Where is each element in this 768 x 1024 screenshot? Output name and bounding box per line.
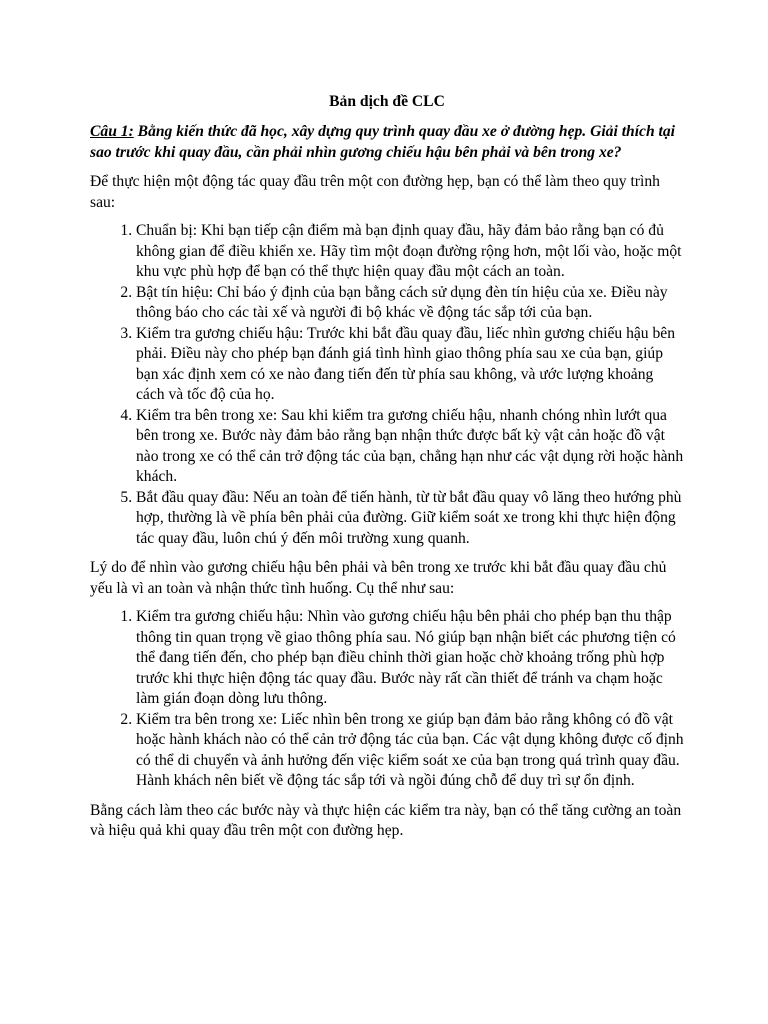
document-title: Bản dịch đề CLC: [329, 93, 445, 110]
question-heading: [90, 122, 684, 163]
question-text: Bằng kiến thức đã học, xây dựng quy trình quay đầu xe ở đường hẹp. Giải thích tại sao trước khi quay đầu, cần phải nhìn gương chiếu hậu bên phải và bên trong xe?: [90, 123, 675, 161]
list-item: 2. Kiểm tra bên trong xe: Liếc nhìn bên trong xe giúp bạn đảm bảo rằng không có đồ vật hoặc hành khách nào có thể cản trở động tác của bạn. Các vật dụng không được cố định có thể di chuyển và ảnh hưởng đến việc kiểm soát xe của bạn trong quá trình quay đầu. Hành khách nên biết về động tác sắp tới và ngồi đúng chỗ để duy trì sự ổn định.: [136, 710, 684, 792]
list-item: 1. Chuẩn bị: Khi bạn tiếp cận điểm mà bạn định quay đầu, hãy đảm bảo rằng bạn có đủ không gian để điều khiển xe. Hãy tìm một đoạn đường rộng hơn, một lối vào, hoặc một khu vực phù hợp để bạn có thể thực hiện quay đầu một cách an toàn.: [136, 221, 684, 283]
steps-list: [90, 221, 684, 549]
list-item: 1. Kiểm tra gương chiếu hậu: Nhìn vào gương chiếu hậu bên phải cho phép bạn thu thập thông tin quan trọng về giao thông phía sau. Nó giúp bạn nhận biết các phương tiện có thể đang tiến đến, cho phép bạn điều chỉnh thời gian hoặc chờ khoảng trống phù hợp trước khi thực hiện động tác quay đầu. Bước này rất cần thiết để tránh va chạm hoặc làm gián đoạn dòng lưu thông.: [136, 607, 684, 710]
intro-paragraph: Để thực hiện một động tác quay đầu trên một con đường hẹp, bạn có thể làm theo quy trình sau:: [90, 173, 660, 211]
list-item: 5. Bắt đầu quay đầu: Nếu an toàn để tiến hành, từ từ bắt đầu quay vô lăng theo hướng phù hợp, thường là về phía bên phải của đường. Giữ kiểm soát xe trong khi thực hiện động tác quay đầu, luôn chú ý đến môi trường xung quanh.: [136, 488, 684, 550]
list-item: 4. Kiểm tra bên trong xe: Sau khi kiểm tra gương chiếu hậu, nhanh chóng nhìn lướt qua bên trong xe. Bước này đảm bảo rằng bạn nhận thức được bất kỳ vật cản hoặc đồ vật nào trong xe có thể cản trở động tác của bạn, chẳng hạn như các vật dụng rời hoặc hành khách.: [136, 406, 684, 488]
list-item: 3. Kiểm tra gương chiếu hậu: Trước khi bắt đầu quay đầu, liếc nhìn gương chiếu hậu bên phải. Điều này cho phép bạn đánh giá tình hình giao thông phía sau xe của bạn, giúp bạn xác định xem có xe nào đang tiến đến từ phía sau không, và ước lượng khoảng cách và tốc độ của họ.: [136, 324, 684, 406]
reasons-list: [90, 607, 684, 792]
question-label: Câu 1:: [90, 123, 134, 140]
conclusion-paragraph: Bằng cách làm theo các bước này và thực hiện các kiểm tra này, bạn có thể tăng cường an toàn và hiệu quả khi quay đầu trên một con đường hẹp.: [90, 801, 682, 839]
list-item: 2. Bật tín hiệu: Chỉ báo ý định của bạn bằng cách sử dụng đèn tín hiệu của xe. Điều này thông báo cho các tài xế và người đi bộ khác về động tác sắp tới của bạn.: [136, 283, 684, 324]
reason-intro-paragraph: Lý do để nhìn vào gương chiếu hậu bên phải và bên trong xe trước khi bắt đầu quay đầu chủ yếu là vì an toàn và nhận thức tình huống. Cụ thể như sau:: [90, 559, 667, 597]
document-page: [90, 92, 684, 850]
